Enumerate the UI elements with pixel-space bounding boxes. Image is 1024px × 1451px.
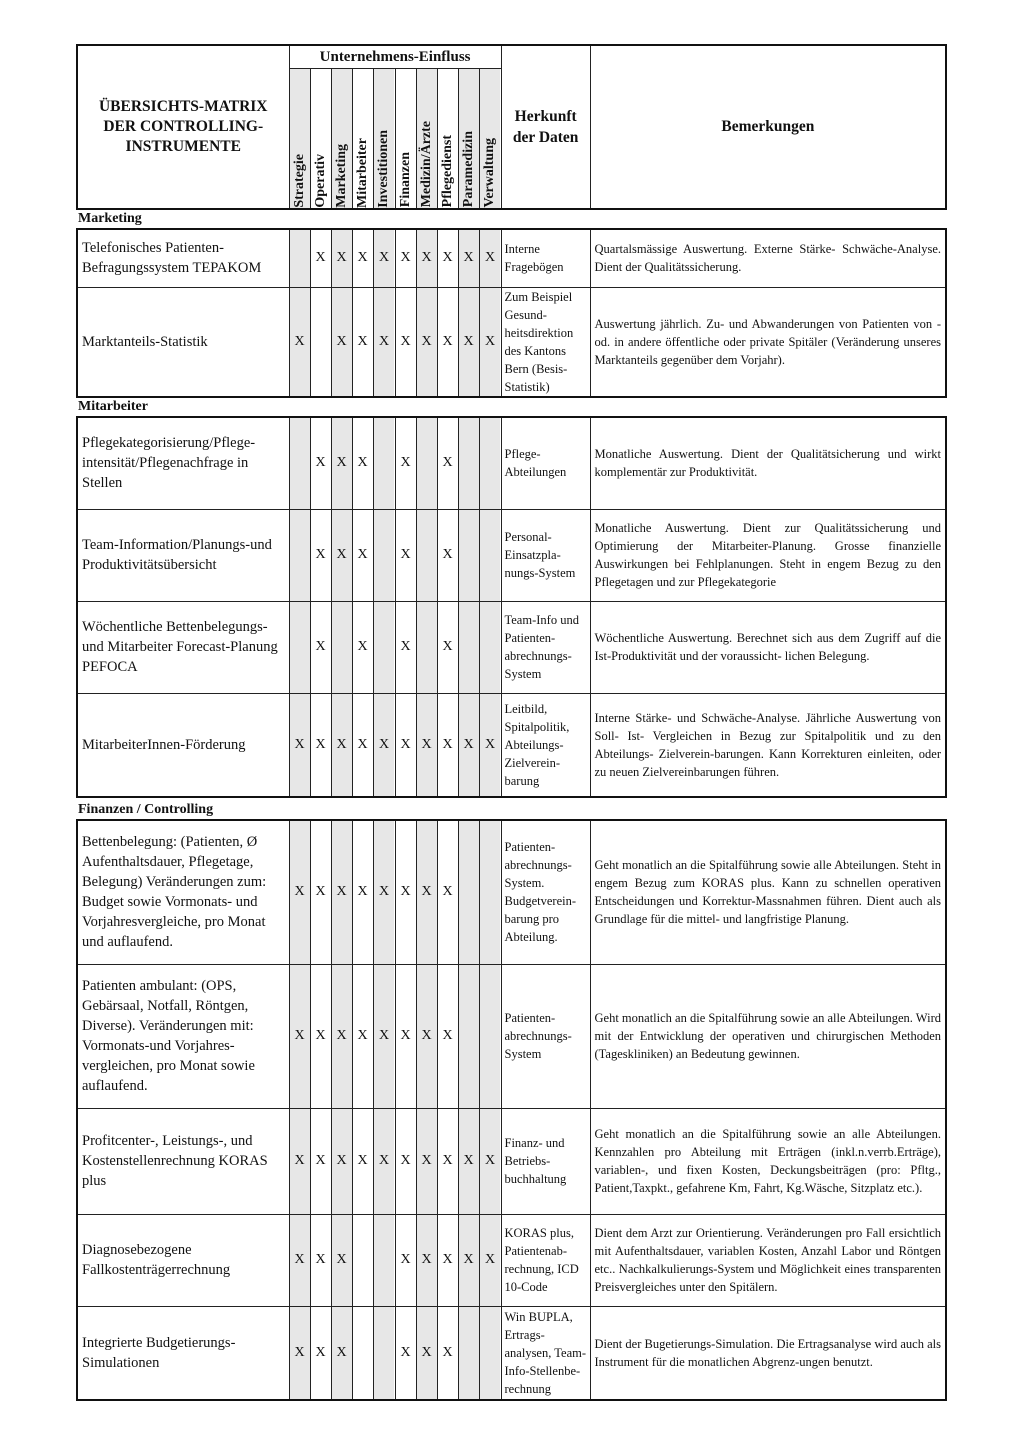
- influence-mark: X: [395, 693, 416, 797]
- influence-mark: [416, 601, 437, 693]
- column-header: [331, 69, 352, 209]
- influence-mark: X: [395, 964, 416, 1108]
- influence-mark: X: [331, 229, 352, 287]
- remark: Monatliche Auswertung. Dient der Qualitätsicherung und wirkt komplementär zur Produktivität.: [590, 417, 946, 509]
- influence-mark: [416, 509, 437, 601]
- influence-mark: X: [437, 509, 458, 601]
- influence-mark: [458, 964, 479, 1108]
- influence-mark: X: [395, 229, 416, 287]
- influence-mark: X: [416, 229, 437, 287]
- column-header: [352, 69, 373, 209]
- title-line: INSTRUMENTE: [125, 137, 241, 155]
- influence-mark: [373, 509, 395, 601]
- influence-mark: X: [479, 229, 501, 287]
- column-header: [395, 69, 416, 209]
- matrix-row: [77, 820, 946, 964]
- influence-mark: X: [310, 964, 331, 1108]
- influence-mark: X: [331, 1306, 352, 1400]
- influence-mark: X: [310, 417, 331, 509]
- matrix-row: [77, 964, 946, 1108]
- influence-mark: [373, 601, 395, 693]
- influence-mark: X: [352, 820, 373, 964]
- remark: Monatliche Auswertung. Dient zur Qualitätssicherung und Optimierung der Mitarbeiter-Planung. Grosse finanzielle Auswirkungen bei Fehlplanungen. Steht in engem Bezug zu den Pflegetagen und zur Pflegekategorie: [590, 509, 946, 601]
- influence-mark: X: [437, 820, 458, 964]
- influence-mark: X: [373, 287, 395, 397]
- section-finanzen: [76, 819, 947, 1401]
- data-source: Team-Info und Patienten-abrechnungs-System: [501, 601, 590, 693]
- influence-mark: [458, 601, 479, 693]
- title-line: ÜBERSICHTS-MATRIX: [98, 97, 268, 115]
- influence-mark: X: [289, 820, 310, 964]
- influence-mark: X: [352, 229, 373, 287]
- instrument-name: Integrierte Budgetierungs-Simulationen: [77, 1306, 289, 1400]
- influence-mark: [479, 964, 501, 1108]
- influence-mark: X: [373, 820, 395, 964]
- influence-mark: [352, 1214, 373, 1306]
- influence-mark: [479, 417, 501, 509]
- influence-mark: [331, 601, 352, 693]
- influence-mark: X: [395, 1108, 416, 1214]
- influence-mark: [479, 601, 501, 693]
- data-source: Patienten-abrechnungs-System. Budgetverein-barung pro Abteilung.: [501, 820, 590, 964]
- data-source: Win BUPLA, Ertrags-analysen, Team-Info-Stellenbe-rechnung: [501, 1306, 590, 1400]
- herkunft-header: [501, 45, 590, 209]
- influence-mark: X: [331, 417, 352, 509]
- influence-mark: X: [331, 1108, 352, 1214]
- matrix-row: [77, 287, 946, 397]
- influence-mark: X: [416, 1108, 437, 1214]
- influence-mark: X: [310, 1108, 331, 1214]
- influence-mark: X: [331, 693, 352, 797]
- influence-mark: X: [395, 601, 416, 693]
- influence-mark: X: [458, 693, 479, 797]
- instrument-name: Pflegekategorisierung/Pflege-intensität/Pflegenachfrage in Stellen: [77, 417, 289, 509]
- influence-mark: [458, 417, 479, 509]
- influence-mark: X: [395, 1214, 416, 1306]
- herkunft-line: Herkunft: [514, 107, 577, 125]
- column-header-label: Marketing: [333, 143, 349, 208]
- influence-mark: X: [310, 601, 331, 693]
- influence-mark: [479, 820, 501, 964]
- column-header-label: Verwaltung: [481, 138, 497, 208]
- influence-mark: X: [289, 1108, 310, 1214]
- remark: Dient dem Arzt zur Orientierung. Veränderungen pro Fall ersichtlich mit Aufenthaltsdauer, variablen Kosten, Anzahl Labor und Röntgen etc.. Nachkalkulierungs-System und Möglichkeit eines transparenten Preisvergleiches unter den Spitälern.: [590, 1214, 946, 1306]
- remark: Interne Stärke- und Schwäche-Analyse. Jährliche Auswertung von Soll- Ist- Vergleichen in Bezug zur Spitalpolitik und zu den Abteilungs- Zielverein-barungen. Kann Korrekturen einleiten, oder zu neuen Zielvereinbarungen führen.: [590, 693, 946, 797]
- influence-mark: X: [437, 287, 458, 397]
- remark: Quartalsmässige Auswertung. Externe Stärke- Schwäche-Analyse. Dient der Qualitätssicherung.: [590, 229, 946, 287]
- column-header-label: Investitionen: [375, 129, 391, 208]
- column-header: [416, 69, 437, 209]
- influence-mark: X: [458, 287, 479, 397]
- influence-mark: X: [416, 1306, 437, 1400]
- column-header: [310, 69, 331, 209]
- influence-mark: X: [310, 1214, 331, 1306]
- column-header: [373, 69, 395, 209]
- influence-mark: X: [310, 509, 331, 601]
- remark: Geht monatlich an die Spitalführung sowie an alle Abteilungen. Wird mit der Entwicklung der operativen und chirurgischen Methoden (Tageskliniken) an Bedeutung gewinnen.: [590, 964, 946, 1108]
- influence-mark: X: [352, 287, 373, 397]
- column-header-label: Mitarbeiter: [354, 137, 370, 208]
- influence-mark: X: [310, 1306, 331, 1400]
- influence-mark: X: [289, 287, 310, 397]
- column-header: [437, 69, 458, 209]
- data-source: Personal-Einsatzpla-nungs-System: [501, 509, 590, 601]
- influence-mark: X: [352, 417, 373, 509]
- matrix-title: [77, 45, 289, 209]
- column-header: [479, 69, 501, 209]
- column-header-label: Paramedizin: [460, 131, 476, 208]
- influence-mark: X: [310, 229, 331, 287]
- instrument-name: MitarbeiterInnen-Förderung: [77, 693, 289, 797]
- influence-mark: X: [373, 693, 395, 797]
- data-source: Leitbild, Spitalpolitik, Abteilungs-Zielverein-barung: [501, 693, 590, 797]
- remark: Auswertung jährlich. Zu- und Abwanderungen von Patienten von - od. in andere öffentliche oder private Spitäler (Veränderung unseres Marktanteils gegenüber dem Vorjahr).: [590, 287, 946, 397]
- influence-mark: X: [289, 693, 310, 797]
- influence-mark: X: [331, 509, 352, 601]
- section-title-finanzen: Finanzen / Controlling: [78, 802, 214, 817]
- influence-mark: X: [352, 1108, 373, 1214]
- matrix-header: [76, 44, 947, 210]
- influence-mark: X: [352, 964, 373, 1108]
- matrix-row: [77, 1214, 946, 1306]
- matrix-row: [77, 229, 946, 287]
- influence-mark: [458, 1306, 479, 1400]
- influence-mark: X: [331, 820, 352, 964]
- section-marketing: [76, 228, 947, 398]
- influence-mark: X: [395, 417, 416, 509]
- section-title-mitarbeiter: Mitarbeiter: [78, 399, 148, 414]
- influence-mark: X: [331, 1214, 352, 1306]
- data-source: Patienten-abrechnungs-System: [501, 964, 590, 1108]
- matrix-row: [77, 1108, 946, 1214]
- bemerkungen-header: Bemerkungen: [590, 45, 946, 209]
- influence-mark: X: [437, 1108, 458, 1214]
- instrument-name: Diagnosebezogene Fallkostenträgerrechnung: [77, 1214, 289, 1306]
- influence-mark: [289, 229, 310, 287]
- influence-mark: [373, 417, 395, 509]
- instrument-name: Telefonisches Patienten-Befragungssystem TEPAKOM: [77, 229, 289, 287]
- influence-mark: X: [479, 693, 501, 797]
- influence-mark: X: [395, 509, 416, 601]
- influence-mark: X: [437, 229, 458, 287]
- herkunft-line: der Daten: [512, 128, 579, 146]
- remark: Geht monatlich an die Spitalführung sowie an alle Abteilungen. Kennzahlen pro Abteilung mit Erträgen (inkl.n.verrb.Erträge), variablen-, und fixen Kosten, Deckungsbeiträgen (pro: Pfltg., Patient,Taxpkt., gefahrene Km, Fahrt, Kg.Wäsche, Sitzplatz etc.).: [590, 1108, 946, 1214]
- influence-mark: X: [416, 287, 437, 397]
- matrix-row: [77, 417, 946, 509]
- influence-mark: X: [310, 820, 331, 964]
- influence-mark: X: [458, 1108, 479, 1214]
- influence-mark: X: [437, 1214, 458, 1306]
- influence-mark: X: [289, 964, 310, 1108]
- influence-mark: X: [458, 229, 479, 287]
- title-line: DER CONTROLLING-: [103, 117, 264, 135]
- influence-mark: X: [437, 1306, 458, 1400]
- influence-mark: [416, 417, 437, 509]
- influence-mark: X: [373, 964, 395, 1108]
- influence-mark: X: [352, 693, 373, 797]
- data-source: Pflege-Abteilungen: [501, 417, 590, 509]
- influence-mark: X: [331, 287, 352, 397]
- instrument-name: Wöchentliche Bettenbelegungs-und Mitarbeiter Forecast-Planung PEFOCA: [77, 601, 289, 693]
- influence-mark: X: [437, 964, 458, 1108]
- influence-mark: [289, 509, 310, 601]
- influence-mark: X: [310, 693, 331, 797]
- influence-mark: X: [437, 417, 458, 509]
- column-header-label: Operativ: [312, 153, 328, 208]
- influence-mark: [479, 1306, 501, 1400]
- influence-mark: X: [352, 509, 373, 601]
- influence-mark: X: [395, 287, 416, 397]
- influence-mark: X: [458, 1214, 479, 1306]
- data-source: Finanz- und Betriebs-buchhaltung: [501, 1108, 590, 1214]
- influence-mark: X: [437, 693, 458, 797]
- section-title-marketing: Marketing: [78, 211, 142, 226]
- influence-mark: X: [416, 693, 437, 797]
- influence-mark: X: [395, 820, 416, 964]
- influence-mark: [373, 1214, 395, 1306]
- column-header-label: Pflegedienst: [439, 135, 455, 208]
- column-header-label: Medizin/Ärzte: [418, 121, 434, 208]
- influence-mark: [310, 287, 331, 397]
- instrument-name: Team-Information/Planungs-und Produktivitätsübersicht: [77, 509, 289, 601]
- influence-mark: [458, 820, 479, 964]
- influence-mark: X: [352, 601, 373, 693]
- instrument-name: Profitcenter-, Leistungs-, und Kostenstellenrechnung KORAS plus: [77, 1108, 289, 1214]
- column-header: [289, 69, 310, 209]
- influence-mark: X: [437, 601, 458, 693]
- influence-mark: [373, 1306, 395, 1400]
- column-header-label: Strategie: [291, 153, 307, 208]
- matrix-row: [77, 693, 946, 797]
- influence-mark: [289, 601, 310, 693]
- influence-mark: X: [416, 1214, 437, 1306]
- data-source: Interne Fragebögen: [501, 229, 590, 287]
- remark: Dient der Bugetierungs-Simulation. Die Ertragsanalyse wird auch als Instrument für die monatlichen Abgrenz-ungen benutzt.: [590, 1306, 946, 1400]
- influence-mark: [352, 1306, 373, 1400]
- section-mitarbeiter: [76, 416, 947, 798]
- einfluss-header: Unternehmens-Einfluss: [289, 45, 501, 69]
- column-header: [458, 69, 479, 209]
- matrix-row: [77, 1306, 946, 1400]
- matrix-row: [77, 509, 946, 601]
- influence-mark: [479, 509, 501, 601]
- influence-mark: X: [416, 820, 437, 964]
- influence-mark: X: [416, 964, 437, 1108]
- influence-mark: X: [289, 1306, 310, 1400]
- influence-mark: [458, 509, 479, 601]
- influence-mark: [289, 417, 310, 509]
- influence-mark: X: [479, 287, 501, 397]
- influence-mark: X: [479, 1214, 501, 1306]
- matrix-row: [77, 601, 946, 693]
- column-header-label: Finanzen: [397, 152, 413, 208]
- influence-mark: X: [373, 229, 395, 287]
- influence-mark: X: [373, 1108, 395, 1214]
- data-source: Zum Beispiel Gesund-heitsdirektion des Kantons Bern (Besis-Statistik): [501, 287, 590, 397]
- influence-mark: X: [331, 964, 352, 1108]
- influence-mark: X: [479, 1108, 501, 1214]
- remark: Wöchentliche Auswertung. Berechnet sich aus dem Zugriff auf die Ist-Produktivität und der voraussicht- lichen Belegung.: [590, 601, 946, 693]
- remark: Geht monatlich an die Spitalführung sowie alle Abteilungen. Steht in engem Bezug zum KORAS plus. Kann zu schnellen operativen Entscheidungen und Korrektur-Massnahmen führen. Dient auch als Grundlage für die mittel- und langfristige Planung.: [590, 820, 946, 964]
- instrument-name: Marktanteils-Statistik: [77, 287, 289, 397]
- instrument-name: Patienten ambulant: (OPS, Gebärsaal, Notfall, Röntgen, Diverse). Veränderungen mit: Vormonats-und Vorjahres-vergleichen, pro Monat sowie auflaufend.: [77, 964, 289, 1108]
- influence-mark: X: [289, 1214, 310, 1306]
- data-source: KORAS plus, Patientenab-rechnung, ICD 10-Code: [501, 1214, 590, 1306]
- influence-mark: X: [395, 1306, 416, 1400]
- instrument-name: Bettenbelegung: (Patienten, Ø Aufenthaltsdauer, Pflegetage, Belegung) Veränderungen zum: Budget sowie Vormonats- und Vorjahresvergleiche, pro Monat und auflaufend.: [77, 820, 289, 964]
